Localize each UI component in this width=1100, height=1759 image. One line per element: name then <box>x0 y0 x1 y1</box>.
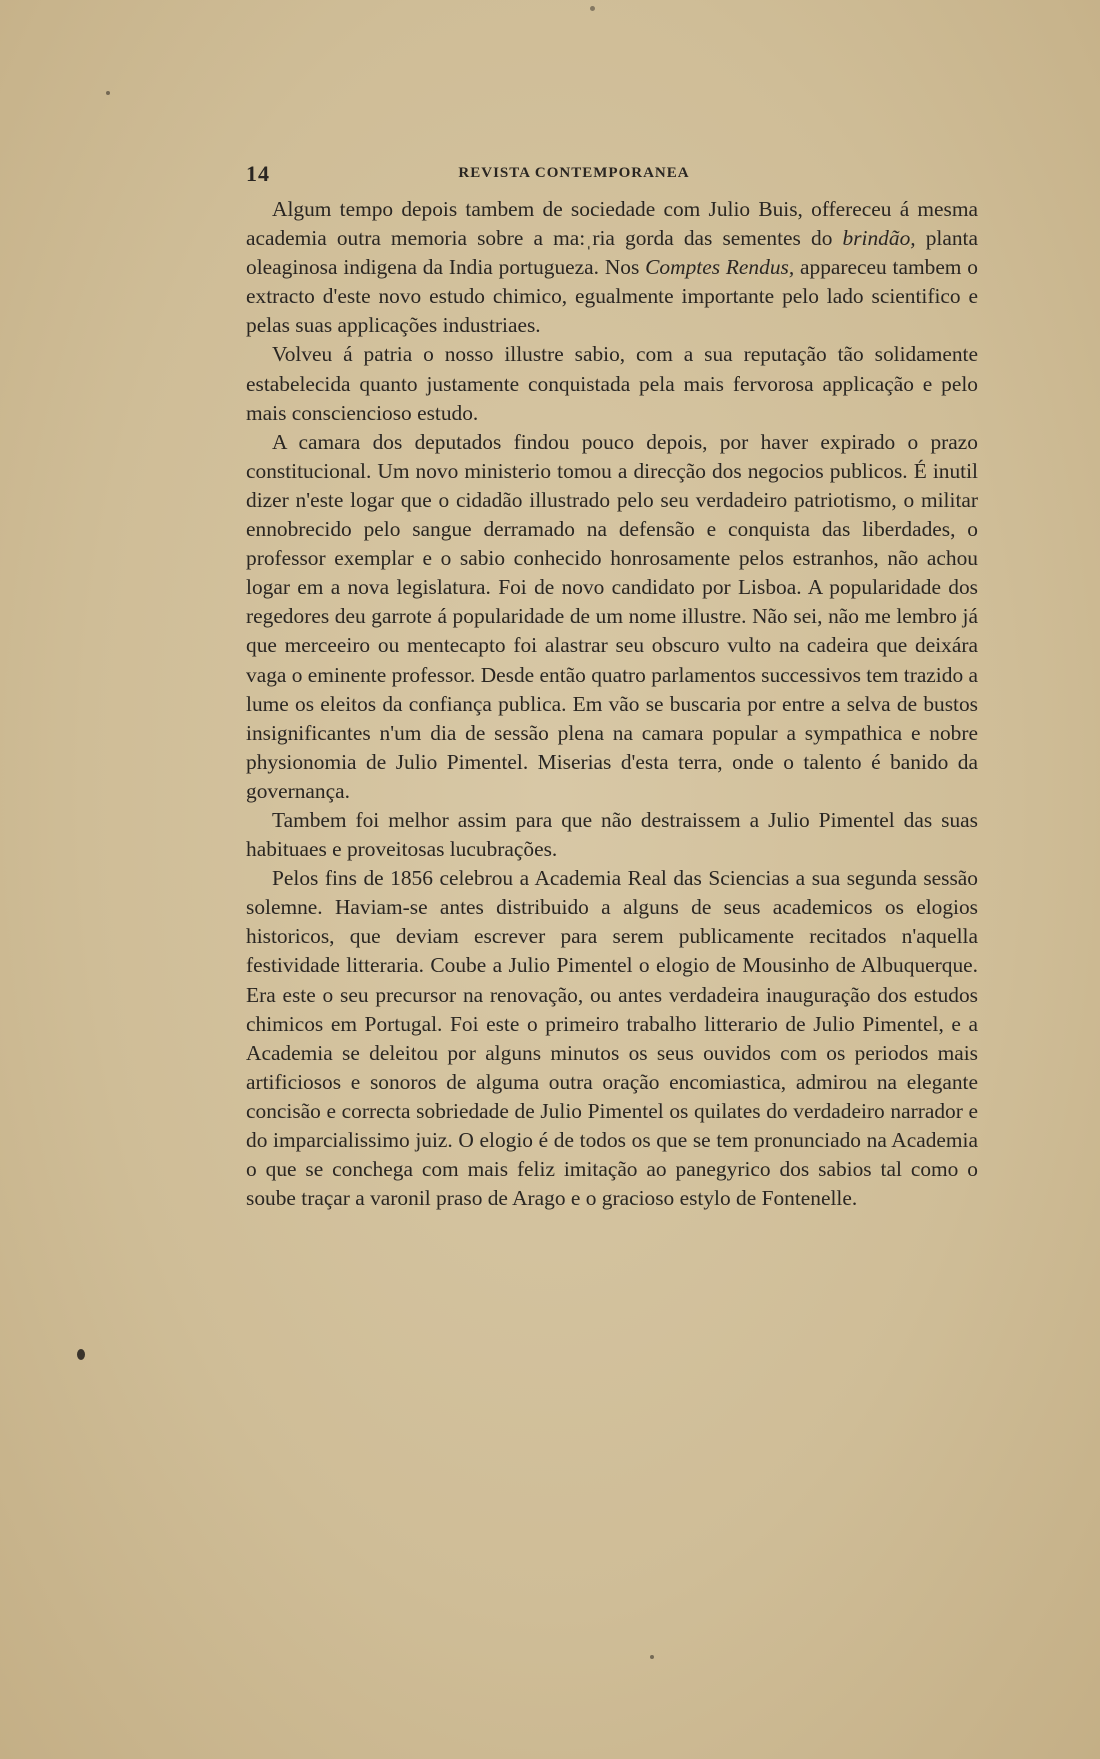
text-segment: Tambem foi melhor assim para que não destraissem a Julio Pimentel das suas habituaes e proveitosas lucubrações. <box>246 807 978 862</box>
ink-speck <box>650 1655 654 1659</box>
page-header <box>246 161 902 187</box>
text-segment: planta oleaginosa indigena da India portugueza. Nos <box>246 226 978 280</box>
running-title: REVISTA CONTEMPORANEA <box>458 165 690 181</box>
paragraph-4 <box>246 806 978 864</box>
italic-term-comptes-rendus: Comptes Rendus, <box>645 255 795 280</box>
ink-speck <box>106 91 110 95</box>
text-segment: A camara dos deputados findou pouco depois, por haver expirado o prazo constitucional. Um novo ministerio tomou a direcção dos negocios publicos. É inutil dizer n'este logar que o cidadão illustrado pelo seu verdadeiro patriotismo, o militar ennobrecido pelo sangue derramado na defensão e conquista das liberdades, o professor exemplar e o sabio conhecido honrosamente pelos estranhos, não achou logar em a nova legislatura. Foi de novo candidato por Lisboa. A popularidade dos regedores deu garrote á popularidade de um nome illustre. Não sei, não me lembro já que merceeiro ou mentecapto foi alastrar seu obscuro vulto na cadeira que deixára vaga o eminente professor. Desde então quatro parlamentos successivos tem trazido a lume os eleitos da confiança publica. Em vão se buscaria por entre a selva de bustos insignificantes n'um dia de sessão plena na camara popular a sympathica e nobre physionomia de Julio Pimentel. Miserias d'esta terra, onde o talento é banido da governança. <box>246 429 978 803</box>
body-text <box>246 195 978 1213</box>
text-segment: Pelos fins de 1856 celebrou a Academia Real das Sciencias a sua segunda sessão solemne. Haviam-se antes distribuido a alguns de seus academicos os elogios historicos, que deviam escrever para serem publicamente recitados n'aquella festividade litteraria. Coube a Julio Pimentel o elogio de Mousinho de Albuquerque. Era este o seu precursor na renovação, ou antes verdadeira inauguração dos estudos chimicos em Portugal. Foi este o primeiro trabalho litterario de Julio Pimentel, e a Academia se deleitou por alguns minutos os seus ouvidos com os periodos mais artificiosos e sonoros de alguma outra oração encomiastica, admirou na elegante concisão e correcta sobriedade de Julio Pimentel os quilates do verdadeiro narrador e do imparcialissimo juiz. O elogio é de todos os que se tem pronunciado na Academia o que se conchega com mais feliz imitação ao panegyrico dos sabios tal como o soube traçar a varonil praso de Arago e o gracioso estylo de Fontenelle. <box>246 866 978 1211</box>
text-segment: Algum tempo depois tambem de sociedade com Julio Buis, offereceu á mesma academia outra memoria sobre a ma:ˌria gorda das sementes do <box>246 197 978 251</box>
italic-term-brindao: brindão, <box>842 226 916 251</box>
ink-speck <box>77 1349 85 1360</box>
text-segment: Volveu á patria o nosso illustre sabio, com a sua reputação tão solidamente estabelecida quanto justamente conquistada pela mais fervorosa applicação e pelo mais consciencioso estudo. <box>246 342 978 425</box>
ink-speck <box>590 6 595 11</box>
paragraph-3 <box>246 428 978 806</box>
paragraph-5 <box>246 864 978 1213</box>
paragraph-1 <box>246 195 978 340</box>
page-number: 14 <box>246 161 270 186</box>
text-segment: appareceu tambem o extracto d'este novo estudo chimico, egualmente importante pelo lado scientifico e pelas suas applicações industriaes. <box>246 255 978 338</box>
paragraph-2 <box>246 340 978 427</box>
